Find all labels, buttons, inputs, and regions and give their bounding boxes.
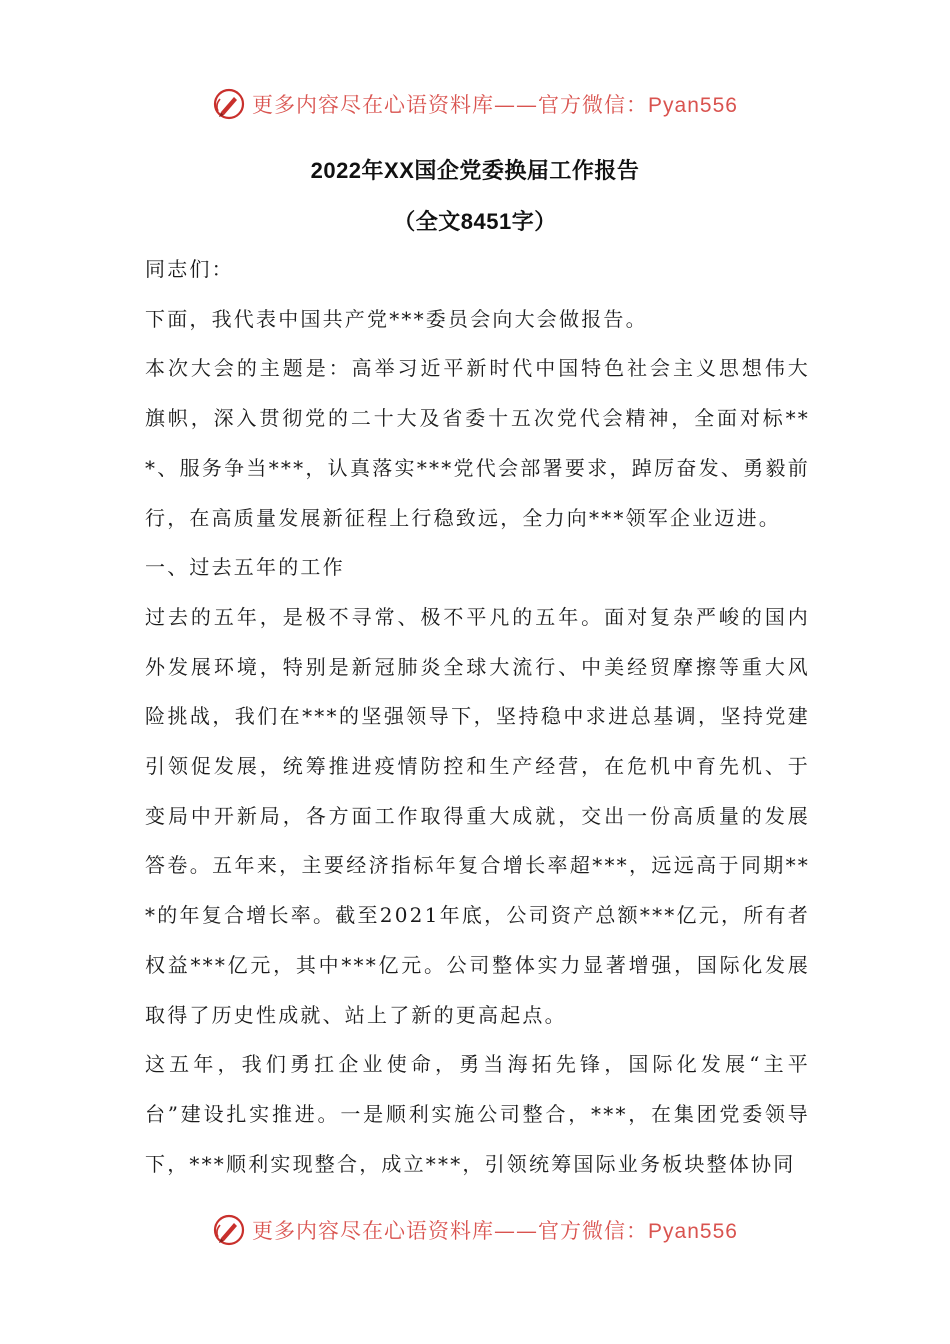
section-heading: 一、过去五年的工作 <box>145 555 345 580</box>
paragraph: 过去的五年，是极不寻常、极不平凡的五年。面对复杂严峻的国内外发展环境，特别是新冠肺炎全球大流行、中美经贸摩擦等重大风险挑战，我们在***的坚强领导下，坚持稳中求进总基调，坚持党建引领促发展，统筹推进疫情防控和生产经营，在危机中育先机、于变局中开新局，各方面工作取得重大成就，交出一份高质量的发展答卷。五年来，主要经济指标年复合增长率超***，远远高于同期***的年复合增长率。截至2021年底，公司资产总额***亿元，所有者权益***亿元，其中***亿元。公司整体实力显著增强，国际化发展取得了历史性成就、站上了新的更高起点。 <box>145 604 810 1027</box>
pen-logo-icon <box>212 1213 246 1247</box>
watermark-text: 更多内容尽在心语资料库——官方微信：Pyan556 <box>252 93 738 117</box>
paragraph: 这五年，我们勇扛企业使命，勇当海拓先锋，国际化发展“主平台”建设扎实推进。一是顺利实施公司整合，***，在集团党委领导下，***顺利实现整合，成立***，引领统筹国际业务板块整体协同 <box>145 1052 810 1176</box>
watermark-text: 更多内容尽在心语资料库——官方微信：Pyan556 <box>252 1219 738 1243</box>
paragraph: 下面，我代表中国共产党***委员会向大会做报告。 <box>145 306 648 331</box>
document-title: 2022年XX国企党委换届工作报告 <box>310 158 640 183</box>
pen-logo-icon <box>212 87 246 121</box>
salutation: 同志们： <box>145 257 234 281</box>
footer-watermark <box>0 1210 950 1250</box>
document-subtitle: （全文8451字） <box>393 209 557 234</box>
paragraph: 本次大会的主题是：高举习近平新时代中国特色社会主义思想伟大旗帜，深入贯彻党的二十大及省委十五次党代会精神，全面对标***、服务争当***，认真落实***党代会部署要求，踔厉奋发、勇毅前行，在高质量发展新征程上行稳致远，全力向***领军企业迈进。 <box>145 356 810 530</box>
header-watermark <box>0 84 950 124</box>
document-body <box>145 245 810 1189</box>
